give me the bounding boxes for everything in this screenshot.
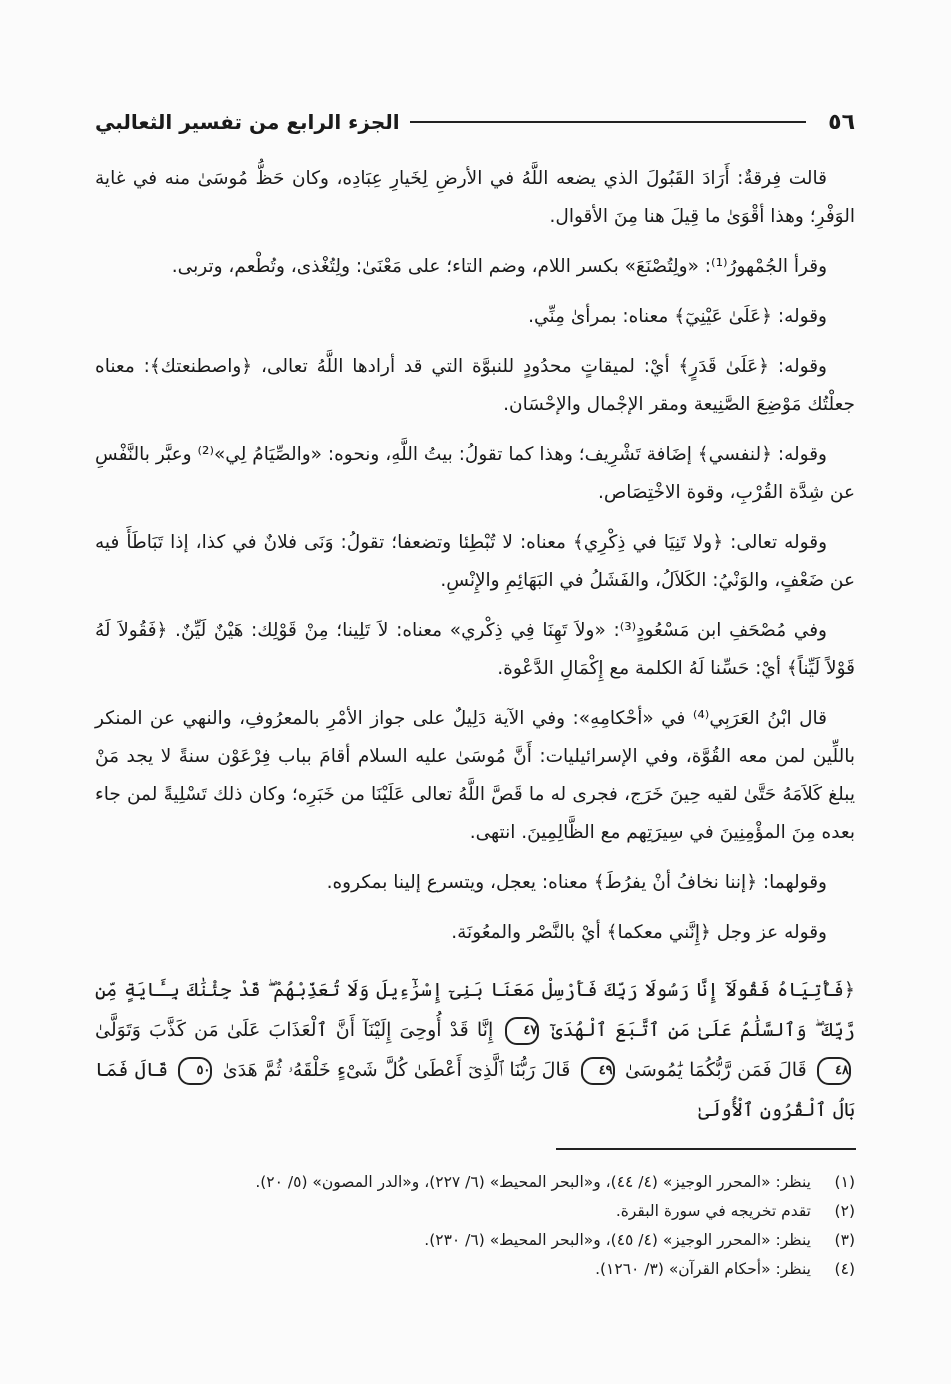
paragraph: وقوله عز وجل ﴿إِنَّني معكما﴾ أيْ بالنَّصْر والمعُونَة. — [451, 922, 827, 943]
ayah-number-marker: ٤٩ — [581, 1057, 615, 1085]
paragraph: وقوله: ﴿عَلَىٰ عَيْنِيٓ﴾ معناه: بمرأىٰ مِنِّي. — [528, 306, 827, 327]
footnote — [95, 1168, 855, 1197]
footnote — [95, 1255, 855, 1284]
paragraph: وقوله تعالى: ﴿ولا تَنِيَا في ذِكْرِي﴾ معناه: لا تُبْطِئا وتضعفا؛ تقولُ: وَنَى فلانٌ في كذا، إذا تَبَاطَأَ فيه عن ضَعْفٍ، والوَنْيُ: الكَلاَلُ، والفَشَلُ في البَهَائِمِ والإِنْسِ. — [95, 532, 855, 591]
quran-segment: قَالَ رَبُّنَا ٱلَّذِىٓ أَعْطَىٰ كُلَّ شَىْءٍ خَلْقَهُۥ ثُمَّ هَدَىٰ — [222, 1059, 571, 1081]
ayah-number-marker: ٥٠ — [178, 1057, 212, 1085]
paragraph: وقوله: ﴿لنفسي﴾ إضَافة تَشْرِيف؛ وهذا كما تقولُ: بيتُ اللَّهِ، ونحوه: «والصِّيَامُ لِي»⁽²⁾ وعبَّر بالنَّفْسِ عن شِدَّة القُرْبِ، وقوة الاخْتِصَاص. — [94, 444, 855, 503]
running-title: الجزء الرابع من تفسير الثعالبي — [95, 110, 400, 134]
ayah-number-marker: ٤٨ — [817, 1057, 851, 1085]
paragraph: وقولهما: ﴿إننا نخافُ أنْ يفرُطَ﴾ معناه: يعجل، ويتسرع إلينا بمكروه. — [326, 872, 827, 893]
footnote-text: ينظر: «المحرر الوجيز» (٤/ ٤٥)، و«البحر المحيط» (٦/ ٢٣٠). — [424, 1231, 811, 1249]
paragraph: قال ابْنُ العَرَبِي⁽⁴⁾ في «أحْكامِهِ»: وفي الآية دَلِيلٌ على جواز الأمْرِ بالمعرُوفِ، والنهي عن المنكر باللِّين لمن معه القُوَّة، وفي الإسرائيليات: أَنَّ مُوسَىٰ عليه السلام أقامَ بباب فِرْعَوْن سنةً لا يجد مَنْ يبلغ كَلاَمَهُ حَتَّىٰ لقيه حِينَ خَرَج، فجرى له ما قَصَّ اللَّهُ تعالى عَلَيْنَا من خَبَرِه؛ وكان ذلك تَسْلِيةً لمن جاء بعده مِنَ المؤْمِنِينَ في سِيرَتِهم مع الظَّالِمِينَ. انتهى. — [95, 708, 855, 843]
footnote-number: (٤) — [834, 1260, 855, 1278]
quran-passage — [95, 970, 855, 1130]
paragraph: وقوله: ﴿عَلَىٰ قَدَرٍ﴾ أيْ: لميقاتٍ محدُودٍ للنبوَّة التي قد أرادها اللَّهُ تعالى، ﴿واصطنعتك﴾: معناه جعلْتُك مَوْضِعَ الصَّنِيعة ومقر الإجْمال والإحْسَان. — [95, 356, 855, 415]
footnote-text: تقدم تخريجه في سورة البقرة. — [615, 1202, 811, 1220]
footnote-separator — [556, 1148, 856, 1150]
quran-segment: إِنَّا قَدْ أُوحِىَ إِلَيْنَآ أَنَّ ٱلْعَذَابَ عَلَىٰ مَن كَذَّبَ وَتَوَلَّىٰ — [95, 1019, 494, 1041]
header-rule — [410, 121, 807, 123]
main-text — [95, 160, 855, 1130]
page-number: ٥٦ — [828, 109, 855, 135]
footnote-text: ينظر: «المحرر الوجيز» (٤/ ٤٤)، و«البحر المحيط» (٦/ ٢٢٧)، و«الدر المصون» (٥/ ٢٠). — [255, 1173, 811, 1191]
footnotes — [95, 1168, 855, 1284]
paragraph: قالت فِرقةٌ: أَرَادَ القَبُولَ الذي يضعه اللَّهُ في الأرضِ لِخَيارِ عِبَادِه، وكان حَظُّ مُوسَىٰ منه في غاية الوَفْرِ؛ وهذا أقْوَىٰ ما قِيلَ هنا مِنَ الأقوال. — [95, 168, 855, 227]
quran-segment: قَالَ فَمَن رَّبُّكُمَا يَٰمُوسَىٰ — [624, 1059, 807, 1081]
quran-segment: ﴿فَأْتِيَاهُ فَقُولَآ إِنَّا رَسُولَا رَبِّكَ فَأَرْسِلْ مَعَنَا بَنِىٓ إِسْرَٰٓءِيلَ وَلَا تُعَذِّبْهُمْ ۖ قَدْ جِئْنَٰكَ بِـَٔايَةٍ مِّن رَّبِّكَ ۖ وَٱلسَّلَٰمُ عَلَىٰ مَنِ ٱتَّبَعَ ٱلْهُدَىٰٓ — [95, 979, 855, 1041]
paragraph: وفي مُصْحَفِ ابن مَسْعُودٍ⁽³⁾: «ولاَ تَهِنَا فِي ذِكْري» معناه: لاَ تَلِينا؛ مِنْ قَوْلِك: هَيْنٌ لَيِّنٌ. ﴿فَقُولاَ لَهُ قَوْلاً لَيِّناً﴾ أيْ: حَسِّنا لَهُ الكلمة مع إِكْمَالِ الدَّعْوة. — [95, 620, 855, 679]
footnote-number: (٣) — [834, 1231, 855, 1249]
page-header — [95, 104, 855, 140]
footnote-text: ينظر: «أحكام القرآن» (٣/ ١٢٦٠). — [595, 1260, 811, 1278]
footnote — [95, 1197, 855, 1226]
paragraph: وقرأ الجُمْهورُ⁽¹⁾: «ولِتُصْنَعَ» بكسر اللام، وضم التاء؛ على مَعْنَىٰ: ولِتُغْذى، وتُطْعم، وتربى. — [171, 256, 827, 277]
footnote — [95, 1226, 855, 1255]
footnote-number: (٢) — [834, 1202, 855, 1220]
ayah-number-marker: ٤٧ — [505, 1017, 539, 1045]
footnote-number: (١) — [834, 1173, 855, 1191]
quran-segment: قَالَ فَمَا بَالُ ٱلْقُرُونِ ٱلْأُولَىٰ — [95, 1059, 855, 1121]
